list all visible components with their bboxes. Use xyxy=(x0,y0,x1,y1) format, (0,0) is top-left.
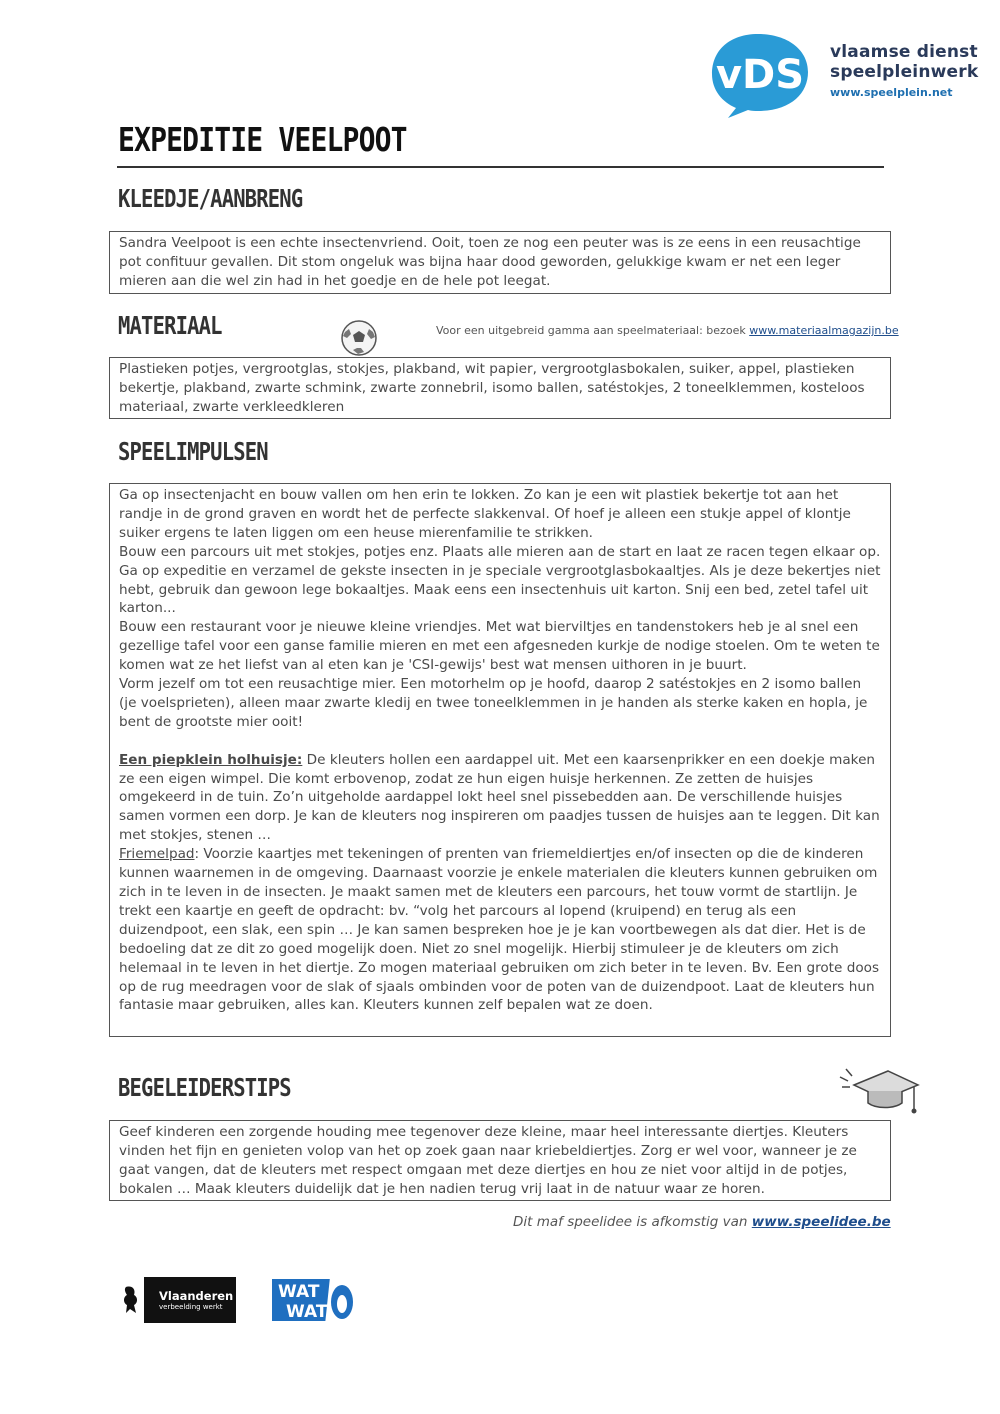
holhuisje-label: Een piepklein holhuisje: xyxy=(119,751,303,768)
watwat-logo xyxy=(272,1277,356,1323)
watwat-line2: WAT xyxy=(286,1302,328,1322)
speelimpuls-paragraph-2: Bouw een parcours uit met stokjes, potjes enz. Plaats alle mieren aan de start en laat ze racen tegen elkaar op. xyxy=(119,543,881,560)
logo-url[interactable]: www.speelplein.net xyxy=(830,86,953,99)
watwat-line1: WAT xyxy=(278,1282,320,1302)
page-title: EXPEDITIE VEELPOOT xyxy=(118,120,407,159)
speelimpuls-paragraph-3: Ga op expeditie en verzamel de gekste insecten in je speciale vergrootglasbokaaltjes. Als je deze bekertjes niet hebt, gebruik dan gewoon lege bokaaltjes. Maak eens een insectenhuis uit karton. Snij een bed, zetel tafel uit karton... xyxy=(119,562,881,617)
friemelpad-paragraph xyxy=(119,845,881,1015)
holhuisje-paragraph xyxy=(119,751,881,846)
lion-icon xyxy=(118,1277,144,1323)
speelimpuls-paragraph-1: Ga op insectenjacht en bouw vallen om hen erin te lokken. Zo kan je een wit plastiek bekertje tot aan het randje in de grond graven en wordt het de perfecte slakkenval. Of hoef je alleen een stukje appel of klontje suiker ergens te laten liggen om een heuse mierenfamilie te strikken. xyxy=(119,487,851,541)
graduation-cap-icon xyxy=(838,1063,922,1121)
begeleiderstips-text: Geef kinderen een zorgende houding mee tegenover deze kleine, maar heel interessante diertjes. Kleuters vinden het fijn en genieten volop van het op zoek gaan naar kriebeldiertjes. Zorg er wel voor, wanneer je ze gaat vangen, dat de kleuters met respect omgaan met deze diertjes en hou ze niet voor altijd in de potjes, bokalen … Maak kleuters duidelijk dat je hen nadien terug vrij laat in de natuur waar ze horen. xyxy=(119,1124,857,1197)
soccer-ball-icon xyxy=(340,319,378,357)
vlaanderen-logo xyxy=(118,1277,236,1323)
source-prefix: Dit maf speelidee is afkomstig van xyxy=(513,1214,748,1230)
title-divider xyxy=(117,166,884,168)
logo-text xyxy=(830,42,978,99)
logo-line1: vlaamse dienst xyxy=(830,42,978,62)
materiaal-link-line xyxy=(436,324,899,337)
heading-begeleiderstips: BEGELEIDERSTIPS xyxy=(118,1073,291,1102)
heading-speelimpulsen: SPEELIMPULSEN xyxy=(118,437,268,466)
materiaal-link-prefix: Voor een uitgebreid gamma aan speelmateriaal: bezoek xyxy=(436,324,746,337)
vlaanderen-tagline: verbeelding werkt xyxy=(159,1303,223,1311)
friemelpad-label: Friemelpad xyxy=(119,846,195,863)
source-line xyxy=(513,1214,891,1230)
speelimpuls-paragraph-5: Vorm jezelf om tot een reusachtige mier. Een motorhelm op je hoofd, daarop 2 satéstokjes en 2 isomo ballen (je voelsprieten), alleen maar zwarte kledij en twee toneelklemmen in je handen als sterke kaken en hopla, je bent de grootste mier ooit! xyxy=(119,676,868,730)
logo-mark: vDS xyxy=(715,52,805,98)
logo-line2: speelpleinwerk xyxy=(830,62,979,82)
speelidee-link[interactable]: www.speelidee.be xyxy=(751,1214,891,1230)
box-materiaal xyxy=(109,357,891,419)
holhuisje-text: De kleuters hollen een aardappel uit. Met een kaarsenprikker en een doekje maken ze een eigen wimpel. Die komt erbovenop, zodat ze hun eigen huisje herkennen. Ze zetten de huisjes omgekeerd in de tuin. Zo’n uitgeholde aardappel lokt heel snel pissebedden aan. De verschillende huisjes samen vormen een dorp. Je kan de kleuters nog inspireren om paadjes tussen de huisjes aan te leggen. Dit kan met stokjes, stenen … xyxy=(119,751,880,844)
friemelpad-text: : Voorzie kaartjes met tekeningen of prenten van friemeldiertjes en/of insecten op die de kinderen kunnen waarnemen in de omgeving. Daarnaast voorzie je enkele materialen die kleuters kunnen gebruiken om zich in te leven in de insecten. Je maakt samen met de kleuters een parcours, het touw vormt de startlijn. Je trekt een kaartje en geeft de opdracht: bv. “volg het parcours al lopend (kruipend) en terug als een duizendpoot, een slak, een spin … Je kan samen bespreken hoe je je kan voortbewegen als dat dier. Het is de bedoeling dat ze dit zo goed mogelijk doen. Niet zo snel mogelijk. Hierbij stimuleer je de kleuters om zich helemaal in te leven in het diertje. Zo mogen materiaal gebruiken om zich beter in te leven. Bv. Een grote doos op de rug meedragen voor de slak of sjaals ombinden voor de poten van de duizendpoot. Laat de kleuters hun fantasie maar gebruiken, alles kan. Kleuters kunnen zelf bepalen wat ze doen. xyxy=(119,846,880,1014)
speelimpuls-paragraph-4: Bouw een restaurant voor je nieuwe kleine vriendjes. Met wat bierviltjes en tandenstokers heb je al snel een gezellige tafel voor een ganse familie mieren en met een afgesneden kurkje de nodige stoelen. Om te weten te komen wat ze het liefst van al eten kan je 'CSI-gewijs' best wat mensen uithoren in je buurt. xyxy=(119,619,880,674)
box-begeleiderstips xyxy=(109,1120,891,1201)
vlaanderen-name: Vlaanderen xyxy=(159,1289,234,1303)
heading-materiaal: MATERIAAL xyxy=(118,311,222,340)
box-speelimpulsen xyxy=(109,483,891,1037)
materiaal-text: Plastieken potjes, vergrootglas, stokjes, plakband, wit papier, vergrootglasbokalen, suiker, appel, plastieken bekertje, plakband, zwarte schmink, zwarte zonnebril, isomo ballen, satéstokjes, 2 toneelklemmen, kosteloos materiaal, zwarte verkleedkleren xyxy=(119,361,865,415)
kleedje-text: Sandra Veelpoot is een echte insectenvriend. Ooit, toen ze nog een peuter was is ze eens in een reusachtige pot confituur gevallen. Dit stom ongeluk was bijna haar dood geworden, gelukkige kwam er net een leger mieren aan die wel zin had in het goedje en de hele pot leegat. xyxy=(119,235,861,289)
materiaalmagazijn-link[interactable]: www.materiaalmagazijn.be xyxy=(749,324,899,337)
paragraph-spacer xyxy=(119,732,881,751)
heading-kleedje: KLEEDJE/AANBRENG xyxy=(118,184,303,213)
box-kleedje xyxy=(109,231,891,294)
